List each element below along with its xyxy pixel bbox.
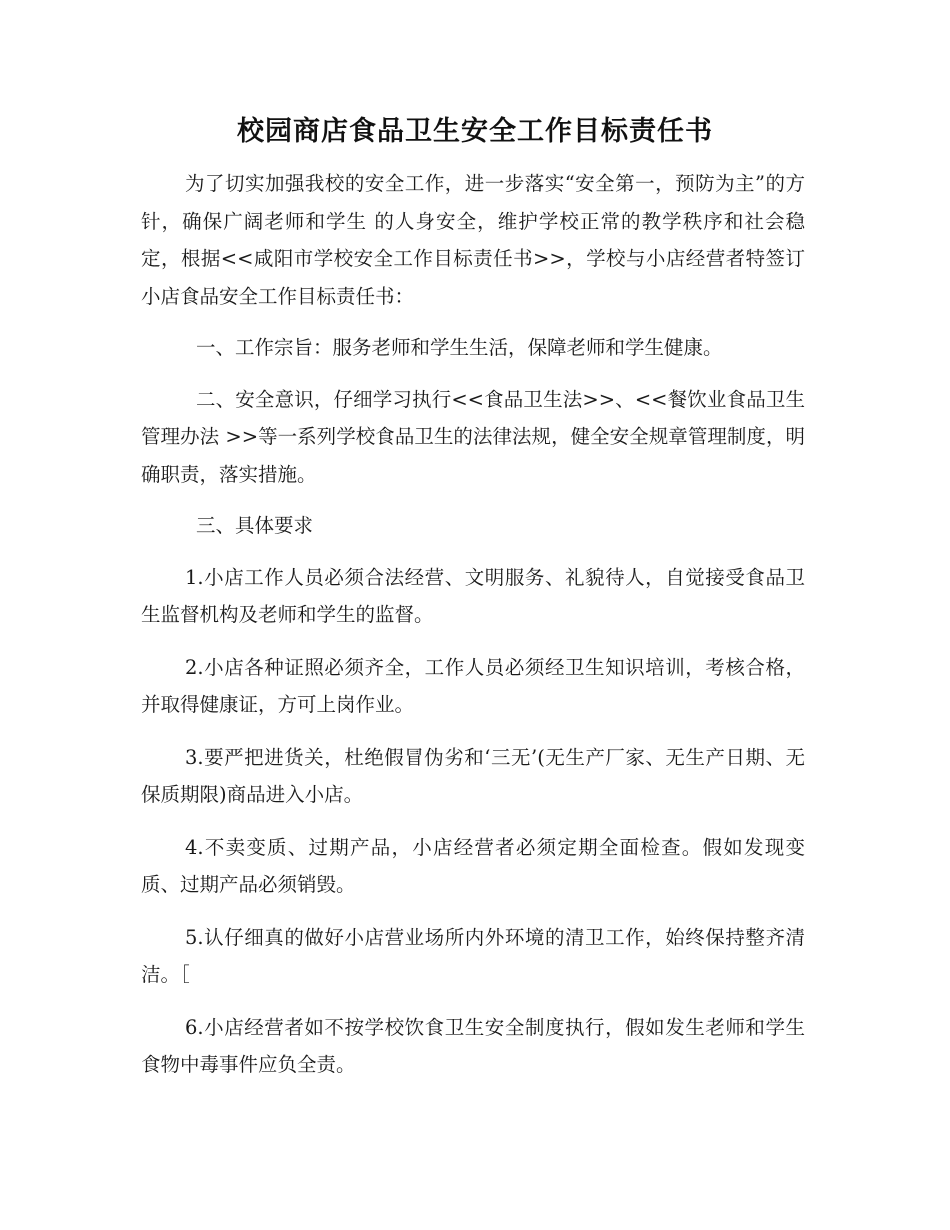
requirement-item-2: 2.小店各种证照必须齐全，工作人员必须经卫生知识培训，考核合格，并取得健康证，方可上岗作业。	[141, 655, 805, 716]
document-title: 校园商店食品卫生安全工作目标责任书	[237, 116, 713, 147]
requirement-item-4: 4.不卖变质、过期产品，小店经营者必须定期全面检查。假如发现变质、过期产品必须销毁。	[141, 835, 805, 896]
requirement-item-3: 3.要严把进货关，杜绝假冒伪劣和‘三无’(无生产厂家、无生产日期、无保质期限)商品进入小店。	[141, 745, 805, 806]
intro-paragraph: 为了切实加强我校的安全工作，进一步落实“安全第一，预防为主”的方针，确保广阔老师和学生 的人身安全，维护学校正常的教学秩序和社会稳定，根据<<咸阳市学校安全工作目标责任书>>，学校与小店经营者特签订小店食品安全工作目标责任书：	[141, 172, 805, 308]
document-body	[141, 165, 805, 1099]
section-purpose: 一、工作宗旨：服务老师和学生生活，保障老师和学生健康。	[196, 336, 723, 359]
requirement-item-6: 6.小店经营者如不按学校饮食卫生安全制度执行，假如发生老师和学生食物中毒事件应负全责。	[141, 1015, 805, 1076]
section-safety-awareness: 二、安全意识，仔细学习执行<<食品卫生法>>、<<餐饮业食品卫生管理办法 >>等一系列学校食品卫生的法律法规，健全安全规章管理制度，明确职责，落实措施。	[141, 387, 805, 486]
requirement-item-5: 5.认仔细真的做好小店营业场所内外环境的清卫工作，始终保持整齐清洁。［	[141, 925, 805, 986]
requirement-item-1: 1.小店工作人员必须合法经营、文明服务、礼貌待人，自觉接受食品卫生监督机构及老师和学生的监督。	[141, 565, 805, 626]
section-requirements-heading: 三、具体要求	[196, 514, 314, 537]
